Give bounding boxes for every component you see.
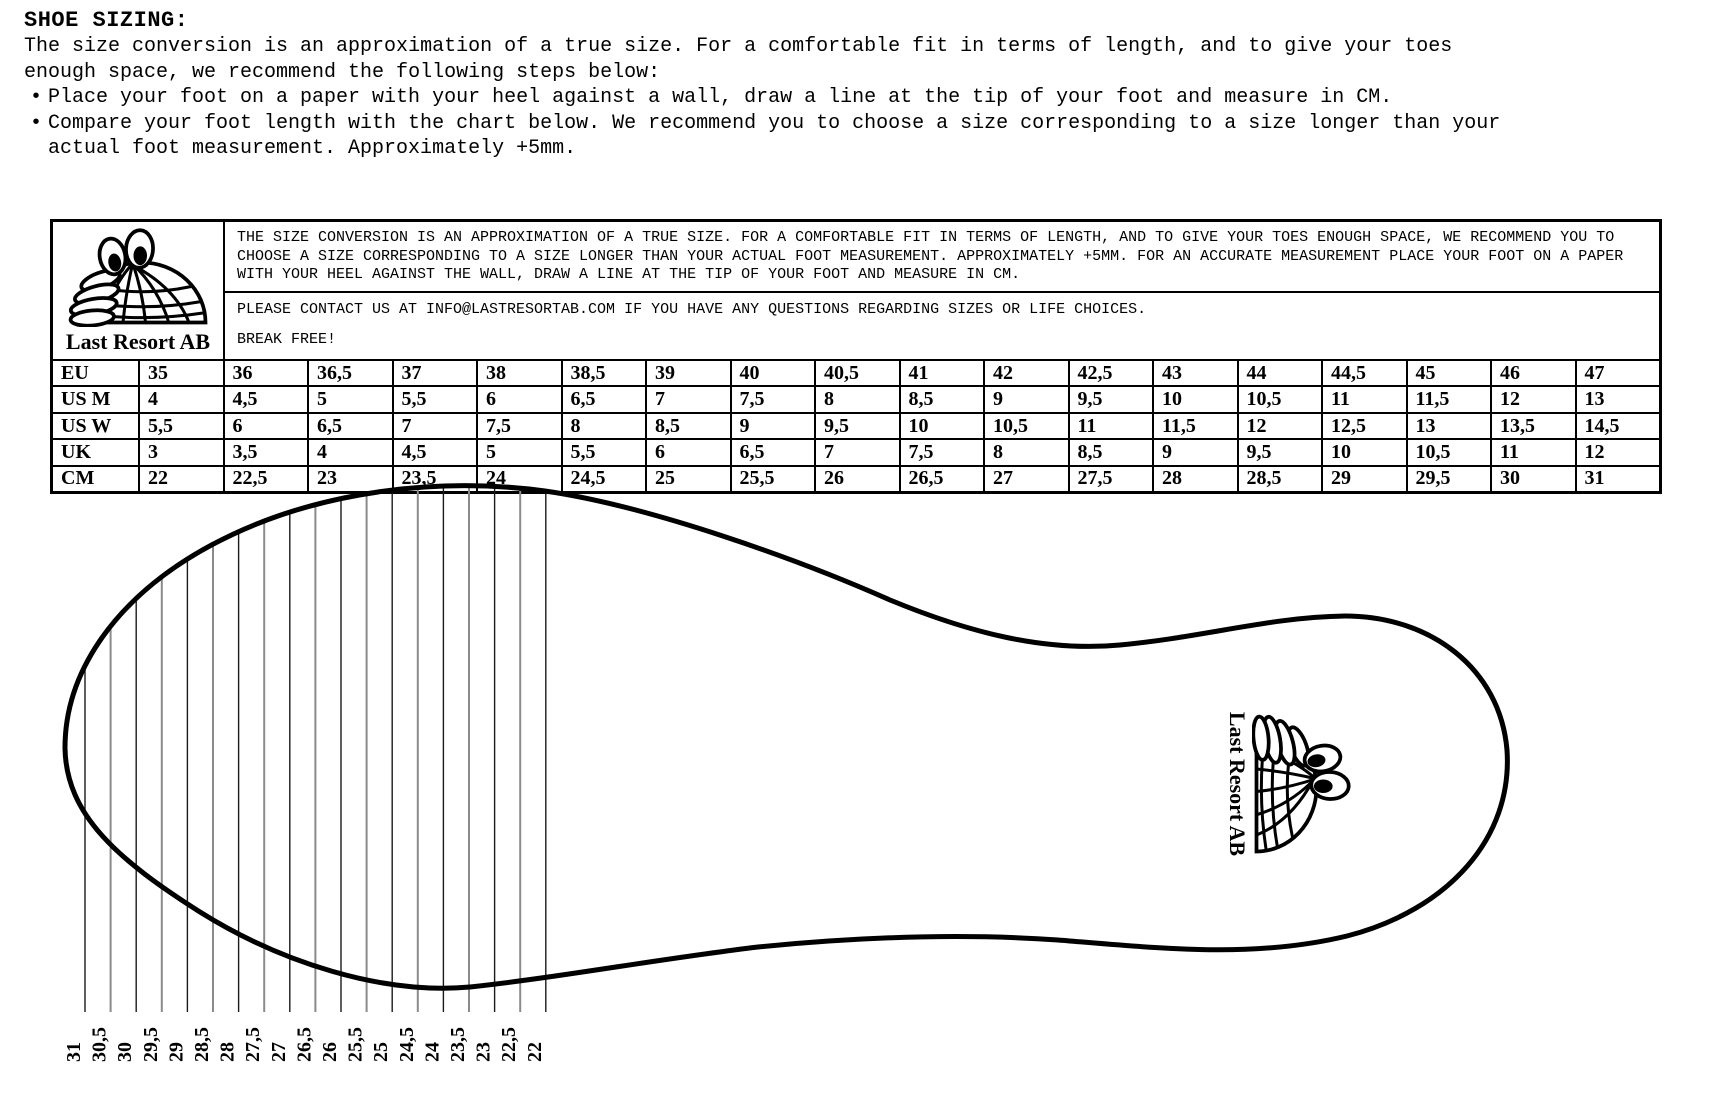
size-cell: 29 xyxy=(1323,467,1408,491)
size-cell: 6,5 xyxy=(732,440,817,464)
size-cell: 8,5 xyxy=(1070,440,1155,464)
cm-label: 25,5 xyxy=(344,1027,367,1062)
size-cell: 10 xyxy=(1154,387,1239,411)
size-cell: 24 xyxy=(478,467,563,491)
size-cell: 7 xyxy=(394,414,479,438)
cm-label: 29,5 xyxy=(139,1027,162,1062)
size-cell: 27 xyxy=(985,467,1070,491)
size-cell: 10,5 xyxy=(1408,440,1493,464)
cm-label: 24,5 xyxy=(395,1027,418,1062)
size-cell: 3 xyxy=(140,440,225,464)
size-cell: 8 xyxy=(563,414,648,438)
size-cell: 5,5 xyxy=(394,387,479,411)
size-cell: 11 xyxy=(1492,440,1577,464)
size-cell: 45 xyxy=(1408,361,1493,385)
size-cell: 31 xyxy=(1584,467,1605,490)
bullet-text: Place your foot on a paper with your heel against a wall, draw a line at the tip of your foot and measure in CM. xyxy=(48,86,1393,109)
size-cell: 4,5 xyxy=(225,387,310,411)
size-cell: 10 xyxy=(1323,440,1408,464)
cm-label: 22 xyxy=(523,1042,546,1062)
cm-label: 22,5 xyxy=(498,1027,521,1062)
size-cell: 9,5 xyxy=(1239,440,1324,464)
size-cell: 8 xyxy=(816,387,901,411)
size-cell: 37 xyxy=(394,361,479,385)
size-cell: 44 xyxy=(1239,361,1324,385)
size-cell: 6,5 xyxy=(563,387,648,411)
size-cell: 25,5 xyxy=(732,467,817,491)
cm-label: 27,5 xyxy=(242,1027,265,1062)
cm-label: 23,5 xyxy=(447,1027,469,1062)
size-cell: 40 xyxy=(732,361,817,385)
size-cell: 29,5 xyxy=(1408,467,1493,491)
size-cell: 28 xyxy=(1154,467,1239,491)
size-cell: 44,5 xyxy=(1323,361,1408,385)
size-cell: 42 xyxy=(985,361,1070,385)
intro-line-1: The size conversion is an approximation of a true size. For a comfortable fit in terms of length, and to give your toes xyxy=(24,35,1453,58)
size-cell: 30 xyxy=(1492,467,1577,491)
size-cell: 12 xyxy=(1492,387,1577,411)
size-cell: 10,5 xyxy=(985,414,1070,438)
size-cell: 6 xyxy=(478,387,563,411)
size-cell: 8,5 xyxy=(647,414,732,438)
size-cell: 26 xyxy=(816,467,901,491)
cm-label: 30 xyxy=(114,1042,137,1062)
size-cell: 25 xyxy=(647,467,732,491)
size-cell: 26,5 xyxy=(901,467,986,491)
tagline: BREAK FREE! xyxy=(237,331,337,348)
intro-line-2: enough space, we recommend the following steps below: xyxy=(24,60,661,84)
size-cell: 35 xyxy=(140,361,225,385)
size-cell: 43 xyxy=(1154,361,1239,385)
size-cell: 39 xyxy=(647,361,732,385)
size-info-paragraph: THE SIZE CONVERSION IS AN APPROXIMATION OF A TRUE SIZE. FOR A COMFORTABLE FIT IN TERMS OF LENGTH, AND TO GIVE YOUR TOES ENOUGH SPACE, WE RECOMMEND YOU TO CHOOSE A SIZE CORRESPONDING TO A SIZE LONGER THAN YOUR ACTUAL FOOT MEASUREMENT. APPROXIMATELY +5MM. FOR AN ACCURATE MEASUREMENT PLACE YOUR FOOT ON A PAPER WITH YOUR HEEL AGAINST THE WALL, DRAW A LINE AT THE TIP OF YOUR FOOT AND MEASURE IN CM. xyxy=(225,222,1659,293)
size-cell: 40,5 xyxy=(816,361,901,385)
size-cell: 38,5 xyxy=(563,361,648,385)
size-cell: 27,5 xyxy=(1070,467,1155,491)
size-cell: 41 xyxy=(901,361,986,385)
bullet-icon: • xyxy=(29,111,42,135)
size-cell: 13,5 xyxy=(1492,414,1577,438)
size-cell: 14,5 xyxy=(1584,414,1620,437)
size-cell: 42,5 xyxy=(1070,361,1155,385)
size-cell: 23,5 xyxy=(394,467,479,491)
size-cell: 7,5 xyxy=(478,414,563,438)
cm-label: 25 xyxy=(370,1042,393,1062)
size-cell: 12 xyxy=(1584,440,1605,463)
size-cell: 8 xyxy=(985,440,1070,464)
size-cell: 11,5 xyxy=(1408,387,1493,411)
page-title: SHOE SIZING: xyxy=(24,8,189,33)
last-resort-logo-rotated-icon xyxy=(1252,709,1351,859)
cm-label: 26,5 xyxy=(293,1027,316,1062)
cm-label: 29 xyxy=(165,1042,188,1062)
size-cell: 11,5 xyxy=(1154,414,1239,438)
size-cell: 12,5 xyxy=(1323,414,1408,438)
bullet-text-line-1: Compare your foot length with the chart below. We recommend you to choose a size corresponding to a size longer than your xyxy=(48,111,1501,135)
size-cell: 10,5 xyxy=(1239,387,1324,411)
size-cell: 36 xyxy=(225,361,310,385)
size-cell: 12 xyxy=(1239,414,1324,438)
size-row-label: US W xyxy=(53,414,140,438)
size-cell: 46 xyxy=(1492,361,1577,385)
size-row-label: US M xyxy=(53,387,140,411)
size-cell: 5 xyxy=(478,440,563,464)
size-cell: 7,5 xyxy=(901,440,986,464)
size-cell: 13 xyxy=(1584,388,1605,411)
brand-name: Last Resort AB xyxy=(65,329,211,354)
size-cell: 23 xyxy=(309,467,394,491)
foot-logo xyxy=(1219,709,1351,859)
size-cell: 9 xyxy=(985,387,1070,411)
cm-label: 24 xyxy=(421,1042,444,1062)
foot-brand-name: Last Resort AB xyxy=(1225,711,1250,857)
bullet-text-line-2: actual foot measurement. Approximately +5mm. xyxy=(48,137,577,160)
size-cell: 9,5 xyxy=(1070,387,1155,411)
size-cell: 13 xyxy=(1408,414,1493,438)
size-cell: 5,5 xyxy=(140,414,225,438)
size-row-label: CM xyxy=(53,467,140,491)
size-row-label: EU xyxy=(53,361,140,385)
size-cell: 11 xyxy=(1323,387,1408,411)
size-cell: 36,5 xyxy=(309,361,394,385)
size-cell: 38 xyxy=(478,361,563,385)
cm-ruler xyxy=(63,486,546,1062)
size-cell: 4 xyxy=(140,387,225,411)
size-row-label: UK xyxy=(53,440,140,464)
size-cell: 22 xyxy=(140,467,225,491)
size-cell: 9 xyxy=(1154,440,1239,464)
size-cell: 6 xyxy=(647,440,732,464)
size-cell: 7,5 xyxy=(732,387,817,411)
size-cell: 24,5 xyxy=(563,467,648,491)
size-cell: 7 xyxy=(816,440,901,464)
cm-label: 30,5 xyxy=(88,1027,111,1062)
cm-label: 27 xyxy=(267,1042,290,1062)
size-cell: 5,5 xyxy=(563,440,648,464)
cm-label: 28,5 xyxy=(191,1027,213,1062)
size-cell: 11 xyxy=(1070,414,1155,438)
size-cell: 7 xyxy=(647,387,732,411)
cm-label: 26 xyxy=(319,1042,341,1062)
size-cell: 22,5 xyxy=(225,467,310,491)
size-cell: 8,5 xyxy=(901,387,986,411)
size-cell: 4,5 xyxy=(394,440,479,464)
size-cell: 9 xyxy=(732,414,817,438)
cm-label: 28 xyxy=(216,1042,239,1062)
size-cell: 28,5 xyxy=(1239,467,1324,491)
size-cell: 47 xyxy=(1584,361,1605,384)
size-cell: 5 xyxy=(309,387,394,411)
cm-label: 23 xyxy=(472,1042,495,1062)
cm-label: 31 xyxy=(63,1042,85,1062)
size-cell: 3,5 xyxy=(225,440,310,464)
size-cell: 6,5 xyxy=(309,414,394,438)
size-cell: 4 xyxy=(309,440,394,464)
bullet-icon: • xyxy=(29,86,42,109)
size-cell: 9,5 xyxy=(816,414,901,438)
contact-note: PLEASE CONTACT US AT INFO@LASTRESORTAB.COM IF YOU HAVE ANY QUESTIONS REGARDING SIZES OR LIFE CHOICES. xyxy=(237,300,1147,318)
size-cell: 6 xyxy=(225,414,310,438)
size-cell: 10 xyxy=(901,414,986,438)
